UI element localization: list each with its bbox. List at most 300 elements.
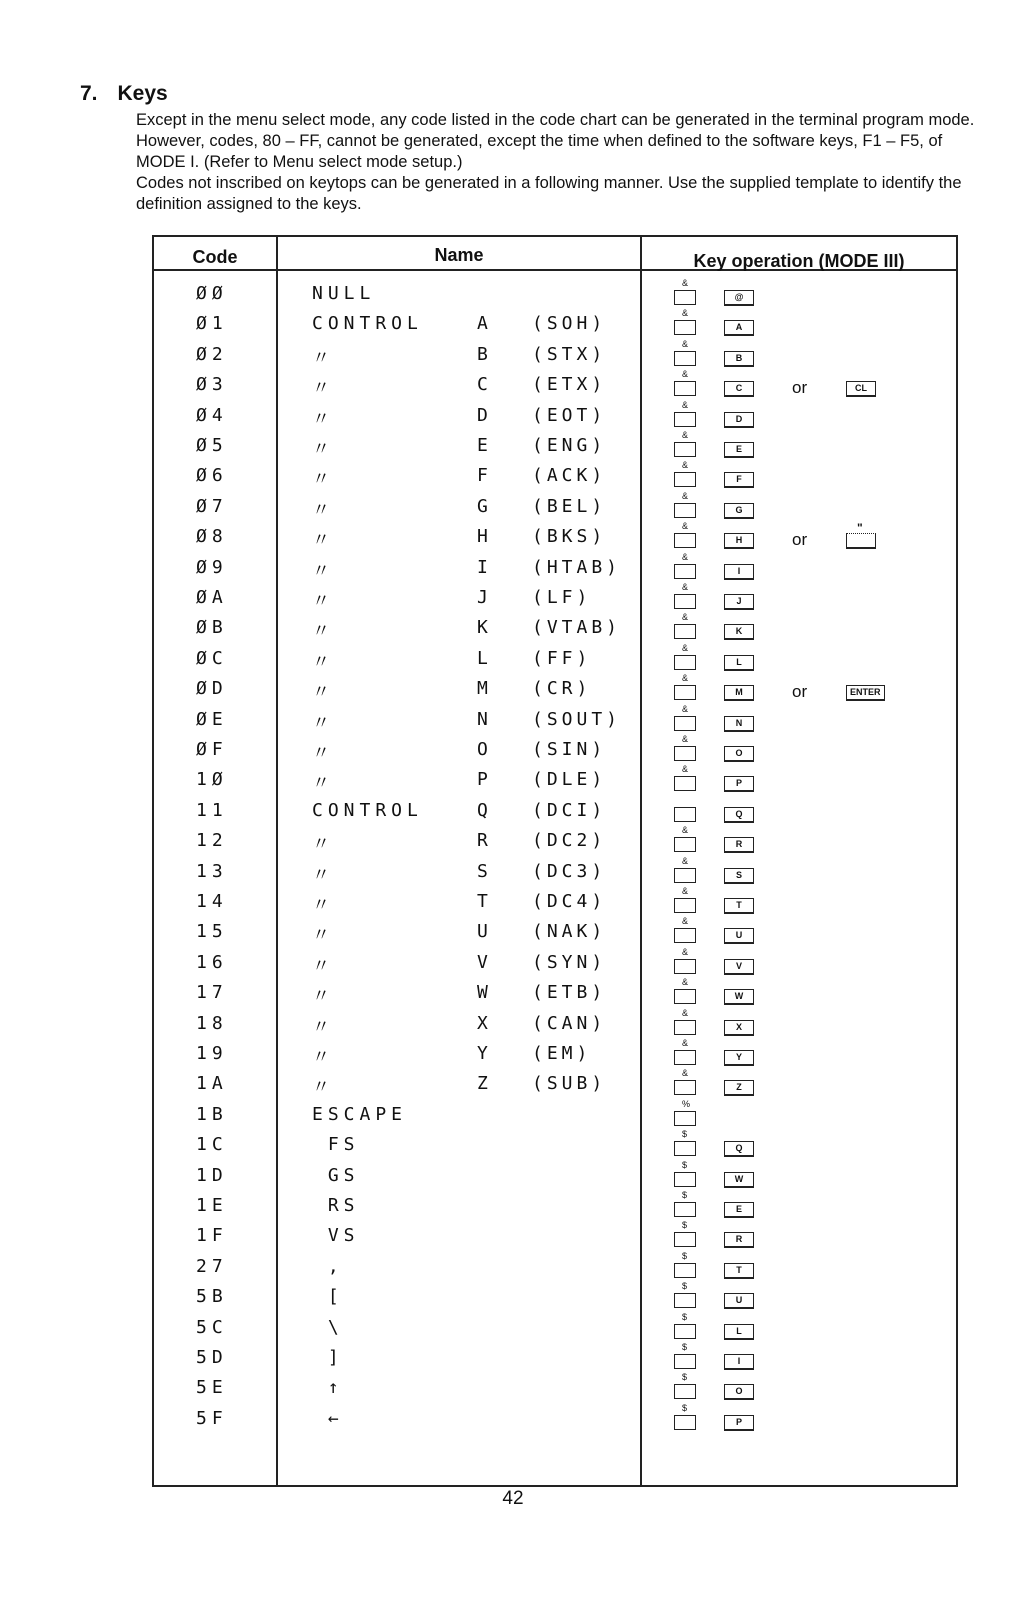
letter-keycap: @ [724, 290, 754, 306]
letter-keycap: R [724, 837, 754, 853]
table-row [154, 763, 956, 794]
modifier-key [674, 1220, 698, 1249]
row-name: 〃 [312, 1077, 335, 1099]
row-code: ØB [196, 617, 228, 639]
modifier-key [674, 1342, 698, 1371]
modifier-symbol: & [682, 1007, 689, 1018]
table-row [154, 1159, 956, 1190]
modifier-symbol: $ [682, 1342, 688, 1352]
modifier-keycap [674, 1172, 696, 1187]
modifier-key [674, 855, 698, 885]
row-abbreviation: (EM) [532, 1043, 592, 1064]
row-name: 〃 [312, 469, 335, 491]
modifier-key [674, 1311, 698, 1341]
modifier-key [674, 1281, 698, 1310]
modifier-key [674, 642, 698, 672]
modifier-keycap [674, 351, 696, 366]
letter-keycap: S [724, 868, 754, 884]
row-name: 〃 [312, 955, 335, 977]
modifier-keycap [674, 1415, 696, 1430]
row-name: 〃 [312, 439, 335, 460]
letter-keycap: K [724, 624, 754, 640]
modifier-symbol: & [682, 886, 689, 896]
letter-keycap: F [724, 472, 754, 488]
row-code: Ø1 [196, 313, 228, 335]
table-row [154, 1067, 956, 1098]
table-row [154, 1341, 956, 1372]
row-letter: X [477, 1012, 488, 1034]
intro-paragraph-1: Except in the menu select mode, any code listed in the code chart can be generated in the terminal program mode. However, codes, 80 – FF, cannot be generated, except the time when defined to the software keys, F1 – F5, of MODE I. (Refer to Menu select mode setup.) [136, 111, 975, 171]
letter-keycap: Q [724, 807, 754, 823]
modifier-keycap [674, 1020, 696, 1035]
letter-keycap: M [724, 685, 754, 701]
row-name: 〃 [312, 895, 335, 916]
table-row [154, 368, 956, 399]
modifier-keycap [674, 959, 696, 974]
row-letter: L [477, 647, 488, 669]
modifier-key [674, 946, 698, 976]
row-code: 5D [196, 1347, 228, 1368]
row-name: 〃 [312, 925, 335, 947]
row-code: 19 [196, 1043, 228, 1064]
row-abbreviation: (DCI) [532, 799, 607, 821]
row-letter: P [477, 769, 488, 791]
section-title: Keys [117, 82, 168, 105]
row-code: ØØ [196, 283, 228, 304]
table-row [154, 642, 956, 673]
row-abbreviation: (STX) [532, 343, 607, 365]
row-letter: K [477, 617, 488, 639]
table-row [154, 1280, 956, 1311]
modifier-key [674, 886, 698, 915]
modifier-keycap [674, 1354, 696, 1369]
row-code: Ø5 [196, 435, 228, 456]
row-code: Ø6 [196, 465, 228, 487]
row-letter: R [477, 830, 488, 852]
letter-keycap: Z [724, 1080, 754, 1096]
modifier-keycap [674, 1050, 696, 1065]
modifier-key [674, 1250, 698, 1280]
row-letter: N [477, 708, 488, 730]
modifier-key [674, 673, 698, 702]
row-name: 〃 [312, 499, 335, 521]
row-abbreviation: (SOUT) [532, 708, 622, 730]
modifier-symbol: & [682, 430, 689, 440]
row-letter: B [477, 343, 488, 365]
table-row [154, 1189, 956, 1220]
row-code: ØA [196, 587, 228, 608]
modifier-symbol: & [682, 734, 689, 744]
row-code: 5E [196, 1377, 228, 1399]
letter-keycap: I [724, 1354, 754, 1370]
table-row [154, 338, 956, 369]
table-row [154, 885, 956, 916]
table-row [154, 946, 956, 977]
letter-keycap: U [724, 928, 754, 944]
modifier-key [674, 1098, 698, 1128]
modifier-symbol: & [682, 582, 689, 592]
row-abbreviation: (ACK) [532, 465, 607, 487]
table-row [154, 824, 956, 855]
modifier-symbol: $ [682, 1281, 688, 1292]
row-abbreviation: (ENG) [532, 435, 607, 456]
row-name: [ [312, 1286, 344, 1308]
modifier-keycap [674, 837, 696, 852]
modifier-symbol: & [682, 642, 689, 653]
letter-keycap: W [724, 989, 754, 1005]
modifier-key [674, 338, 698, 368]
letter-keycap: N [724, 716, 754, 732]
table-row [154, 459, 956, 490]
row-name: ESCAPE [312, 1103, 408, 1125]
letter-keycap: U [724, 1293, 754, 1309]
modifier-symbol: & [682, 551, 689, 562]
row-abbreviation: (CAN) [532, 1012, 607, 1034]
row-name: CONTROL [312, 313, 423, 335]
alternate-keycap [846, 521, 876, 549]
row-code: 14 [196, 891, 228, 912]
row-name: VS [312, 1225, 360, 1247]
row-letter: Q [477, 799, 488, 821]
row-letter: O [477, 739, 488, 760]
row-letter: Z [477, 1073, 488, 1095]
row-letter: C [477, 374, 488, 396]
row-name: 〃 [312, 1016, 335, 1038]
row-code: 13 [196, 860, 228, 882]
modifier-keycap [674, 1111, 696, 1126]
row-code: 1E [196, 1195, 228, 1216]
table-row [154, 733, 956, 764]
row-code: 5B [196, 1286, 228, 1308]
row-name: ← [312, 1407, 344, 1429]
modifier-keycap [674, 442, 696, 457]
table-row [154, 611, 956, 642]
letter-keycap: E [724, 442, 754, 458]
modifier-keycap [674, 1080, 696, 1095]
modifier-symbol: & [682, 308, 689, 319]
modifier-key [674, 916, 698, 945]
row-name: 〃 [312, 378, 335, 400]
modifier-keycap [674, 746, 696, 761]
table-row [154, 915, 956, 946]
modifier-key [674, 977, 698, 1006]
row-letter: M [477, 678, 488, 700]
modifier-symbol: $ [682, 1311, 688, 1322]
row-code: 1C [196, 1134, 228, 1156]
table-row [154, 520, 956, 551]
row-code: Ø4 [196, 404, 228, 426]
modifier-key [674, 1068, 698, 1097]
modifier-symbol: & [682, 278, 689, 288]
modifier-symbol: $ [682, 1372, 688, 1383]
row-letter: I [477, 556, 488, 578]
letter-keycap: J [724, 594, 754, 610]
modifier-key [674, 1190, 698, 1219]
row-abbreviation: (VTAB) [532, 617, 622, 639]
row-name: 〃 [312, 834, 335, 856]
row-code: 1Ø [196, 769, 228, 791]
row-letter: S [477, 860, 488, 882]
row-letter: U [477, 921, 488, 943]
modifier-keycap [674, 564, 696, 579]
row-name: RS [312, 1195, 360, 1216]
modifier-symbol: & [682, 977, 689, 988]
row-name: ↑ [312, 1377, 344, 1399]
row-abbreviation: (ETX) [532, 374, 607, 396]
modifier-symbol: & [682, 460, 689, 471]
row-code: Ø9 [196, 556, 228, 578]
table-row [154, 855, 956, 886]
modifier-keycap [674, 989, 696, 1004]
row-abbreviation: (SUB) [532, 1073, 607, 1095]
modifier-symbol: & [682, 916, 689, 927]
row-code: ØF [196, 739, 228, 760]
letter-keycap: P [724, 776, 754, 792]
letter-keycap: I [724, 564, 754, 580]
row-abbreviation: (FF) [532, 647, 592, 669]
modifier-keycap [674, 928, 696, 943]
row-code: 1D [196, 1164, 228, 1186]
modifier-key [674, 369, 698, 398]
row-abbreviation: (BEL) [532, 495, 607, 517]
row-name: 〃 [312, 712, 335, 734]
modifier-key [674, 1159, 698, 1189]
row-name: 〃 [312, 682, 335, 704]
letter-keycap: O [724, 1384, 754, 1400]
section-number: 7. [80, 82, 98, 105]
modifier-key [674, 1038, 698, 1067]
modifier-keycap [674, 533, 696, 548]
letter-keycap: V [724, 959, 754, 975]
row-code: 1F [196, 1225, 228, 1247]
row-letter: V [477, 951, 488, 973]
row-code: 11 [196, 799, 228, 821]
row-abbreviation: (EOT) [532, 404, 607, 426]
row-code: 17 [196, 982, 228, 1004]
row-code: Ø7 [196, 495, 228, 517]
modifier-symbol: & [682, 855, 689, 866]
row-name: 〃 [312, 408, 335, 430]
modifier-keycap [674, 412, 696, 427]
row-name: NULL [312, 283, 376, 304]
letter-keycap: L [724, 655, 754, 671]
modifier-symbol: $ [682, 1190, 688, 1200]
table-row [154, 1250, 956, 1281]
row-code: 5F [196, 1407, 228, 1429]
table-row [154, 1128, 956, 1159]
letter-keycap: Y [724, 1050, 754, 1066]
modifier-key [674, 1007, 698, 1037]
letter-keycap: A [724, 320, 754, 336]
modifier-keycap [674, 1232, 696, 1247]
modifier-key [674, 551, 698, 581]
modifier-keycap [674, 807, 696, 822]
modifier-key [674, 1129, 698, 1158]
modifier-keycap [674, 1141, 696, 1156]
modifier-keycap [674, 624, 696, 639]
modifier-symbol: % [682, 1098, 691, 1109]
table-row [154, 490, 956, 521]
row-abbreviation: (SOH) [532, 313, 607, 335]
table-row [154, 1311, 956, 1342]
modifier-symbol: & [682, 764, 689, 775]
row-abbreviation: (CR) [532, 678, 592, 700]
modifier-keycap [674, 716, 696, 731]
row-letter: F [477, 465, 488, 487]
row-name: 〃 [312, 1047, 335, 1068]
modifier-keycap [674, 1324, 696, 1339]
letter-keycap: T [724, 898, 754, 914]
intro-text [136, 110, 981, 215]
modifier-symbol: $ [682, 1250, 688, 1261]
or-text: or [792, 682, 808, 702]
row-letter: A [477, 313, 488, 335]
modifier-symbol: & [682, 338, 689, 349]
row-name: \ [312, 1316, 344, 1338]
row-code: 15 [196, 921, 228, 943]
row-code: Ø3 [196, 374, 228, 396]
modifier-symbol: $ [682, 1220, 688, 1231]
letter-keycap: Q [724, 1141, 754, 1157]
section-heading [80, 82, 168, 106]
modifier-key [674, 308, 698, 337]
row-letter: H [477, 526, 488, 548]
table-row [154, 1219, 956, 1250]
row-code: 27 [196, 1255, 228, 1277]
row-name: ] [312, 1347, 344, 1368]
row-name: 〃 [312, 864, 335, 886]
table-row [154, 1007, 956, 1038]
modifier-keycap [674, 898, 696, 913]
row-code: 18 [196, 1012, 228, 1034]
modifier-symbol: & [682, 612, 689, 623]
modifier-symbol: & [682, 1038, 689, 1048]
row-code: 1A [196, 1073, 228, 1095]
modifier-key [674, 430, 698, 459]
modifier-symbol: & [682, 946, 689, 957]
modifier-keycap [674, 594, 696, 609]
row-letter: E [477, 435, 488, 456]
letter-keycap: T [724, 1263, 754, 1279]
modifier-symbol: & [682, 521, 689, 532]
letter-keycap: G [724, 503, 754, 519]
modifier-symbol: & [682, 1068, 689, 1079]
alternate-keycap: CL [846, 381, 876, 397]
letter-keycap: L [724, 1324, 754, 1340]
modifier-key [674, 734, 698, 763]
row-name: FS [312, 1134, 360, 1156]
modifier-keycap [674, 503, 696, 518]
row-code: 12 [196, 830, 228, 852]
table-row [154, 1098, 956, 1129]
letter-keycap: C [724, 381, 754, 397]
row-code: ØD [196, 678, 228, 700]
table-row [154, 703, 956, 734]
table-row [154, 672, 956, 703]
modifier-symbol: $ [682, 1129, 688, 1140]
modifier-symbol: & [682, 825, 689, 836]
row-abbreviation: (DC2) [532, 830, 607, 852]
row-abbreviation: (SIN) [532, 739, 607, 760]
table-row [154, 794, 956, 825]
row-abbreviation: (LF) [532, 587, 592, 608]
row-name: CONTROL [312, 799, 423, 821]
letter-keycap: B [724, 351, 754, 367]
modifier-key [674, 460, 698, 489]
letter-keycap: R [724, 1232, 754, 1248]
row-name: 〃 [312, 743, 335, 764]
alternate-keycap: ENTER [846, 685, 885, 701]
table-row [154, 581, 956, 612]
page-number: 42 [502, 1488, 524, 1509]
table-row [154, 399, 956, 430]
row-letter: G [477, 495, 488, 517]
table-row [154, 1371, 956, 1402]
table-row [154, 307, 956, 338]
row-code: Ø2 [196, 343, 228, 365]
modifier-key [674, 612, 698, 641]
modifier-keycap [674, 472, 696, 487]
row-letter: T [477, 891, 488, 912]
table-row [154, 1037, 956, 1068]
row-abbreviation: (DLE) [532, 769, 607, 791]
letter-keycap: W [724, 1172, 754, 1188]
modifier-key [674, 825, 698, 854]
row-name: 〃 [312, 347, 335, 369]
modifier-key [674, 764, 698, 793]
letter-keycap: H [724, 533, 754, 549]
modifier-keycap [674, 685, 696, 700]
row-abbreviation: (DC3) [532, 860, 607, 882]
modifier-keycap [674, 1263, 696, 1278]
modifier-keycap [674, 1293, 696, 1308]
letter-keycap: D [724, 412, 754, 428]
or-text: or [792, 378, 808, 398]
modifier-key [674, 1402, 698, 1432]
table-row [154, 277, 956, 308]
row-code: 16 [196, 951, 228, 973]
row-abbreviation: (SYN) [532, 951, 607, 973]
modifier-key [674, 278, 698, 307]
modifier-keycap [674, 320, 696, 335]
alternate-key-symbol: " [857, 521, 863, 536]
modifier-key [674, 399, 698, 429]
row-abbreviation: (BKS) [532, 526, 607, 548]
modifier-symbol: & [682, 490, 689, 501]
row-code: 5C [196, 1316, 228, 1338]
modifier-symbol: $ [682, 1402, 688, 1413]
row-code: 1B [196, 1103, 228, 1125]
modifier-keycap [674, 655, 696, 670]
table-row [154, 976, 956, 1007]
row-name: GS [312, 1164, 360, 1186]
modifier-keycap [674, 381, 696, 396]
modifier-keycap [674, 868, 696, 883]
modifier-keycap [674, 290, 696, 305]
keys-table [152, 235, 958, 1487]
row-abbreviation: (ETB) [532, 982, 607, 1004]
row-name: 〃 [312, 986, 335, 1008]
row-letter: W [477, 982, 488, 1004]
modifier-key [674, 490, 698, 520]
table-row [154, 551, 956, 582]
row-code: ØE [196, 708, 228, 730]
row-abbreviation: (NAK) [532, 921, 607, 943]
modifier-symbol: & [682, 703, 689, 714]
row-name: 〃 [312, 651, 335, 673]
row-name: 〃 [312, 621, 335, 643]
modifier-key [674, 798, 698, 824]
